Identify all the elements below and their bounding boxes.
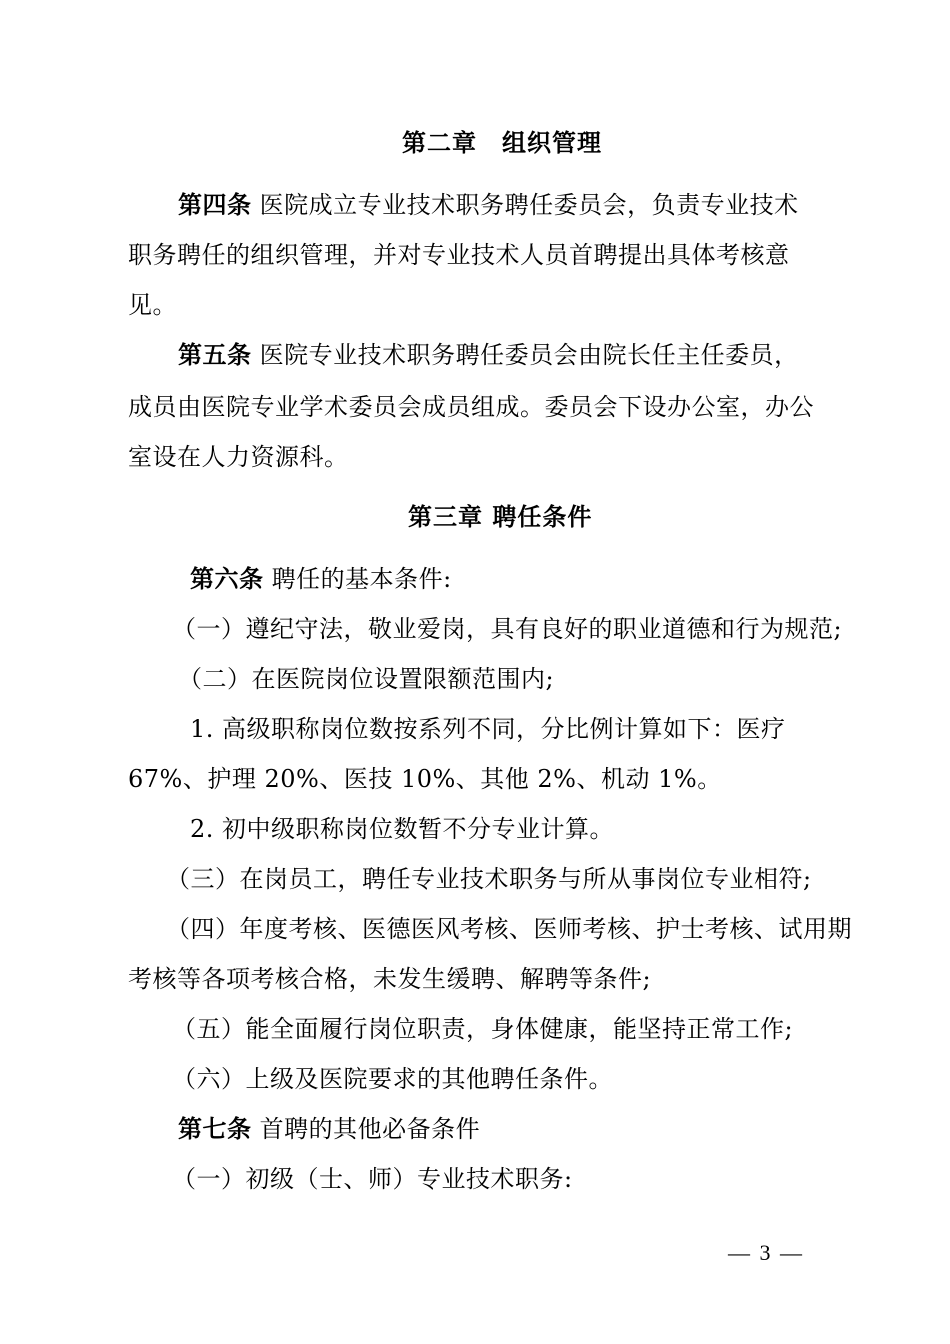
article-6-item-4-line-1: （四）年度考核、医德医风考核、医师考核、护士考核、试用期 — [166, 915, 852, 943]
article-5-text-1: 医院专业技术职务聘任委员会由院长任主任委员， — [259, 341, 799, 369]
article-5-line-1 — [178, 340, 799, 370]
article-6-line — [190, 564, 452, 594]
article-6-item-2: （二）在医院岗位设置限额范围内; — [178, 665, 555, 693]
article-7-line — [178, 1114, 480, 1144]
article-4-line-2: 职务聘任的组织管理，并对专业技术人员首聘提出具体考核意 — [128, 241, 790, 269]
article-6-item-4-line-2: 考核等各项考核合格，未发生缓聘、解聘等条件; — [128, 965, 652, 993]
article-6-sub-1-line-1: 1. 高级职称岗位数按系列不同，分比例计算如下：医疗 — [190, 715, 786, 743]
article-4-line-1 — [178, 190, 799, 220]
article-4-text-1: 医院成立专业技术职务聘任委员会，负责专业技术 — [259, 191, 799, 219]
article-6-sub-2: 2. 初中级职称岗位数暂不分专业计算。 — [190, 815, 615, 843]
article-6-item-1: （一）遵纪守法，敬业爱岗，具有良好的职业道德和行为规范; — [172, 615, 843, 643]
chapter-3-heading: 第三章 聘任条件 — [408, 502, 593, 531]
article-6-item-3: （三）在岗员工，聘任专业技术职务与所从事岗位专业相符; — [166, 865, 812, 893]
article-6-sub-1-line-2: 67%、护理 20%、医技 10%、其他 2%、机动 1%。 — [128, 765, 722, 793]
article-6-text: 聘任的基本条件: — [271, 565, 452, 593]
article-4-line-3: 见。 — [128, 291, 177, 319]
article-5-label: 第五条 — [178, 340, 252, 369]
article-5-line-2: 成员由医院专业学术委员会成员组成。委员会下设办公室，办公 — [128, 393, 814, 421]
chapter-2-heading: 第二章 组织管理 — [402, 128, 602, 157]
article-6-item-6: （六）上级及医院要求的其他聘任条件。 — [172, 1065, 613, 1093]
article-7-label: 第七条 — [178, 1114, 252, 1143]
article-5-line-3: 室设在人力资源科。 — [128, 443, 349, 471]
article-7-item-1: （一）初级（士、师）专业技术职务: — [172, 1165, 573, 1193]
article-7-text: 首聘的其他必备条件 — [259, 1115, 481, 1143]
article-6-item-5: （五）能全面履行岗位职责，身体健康，能坚持正常工作; — [172, 1015, 794, 1043]
page-number: — 3 — — [728, 1240, 804, 1265]
article-4-label: 第四条 — [178, 190, 252, 219]
article-6-label: 第六条 — [190, 564, 264, 593]
